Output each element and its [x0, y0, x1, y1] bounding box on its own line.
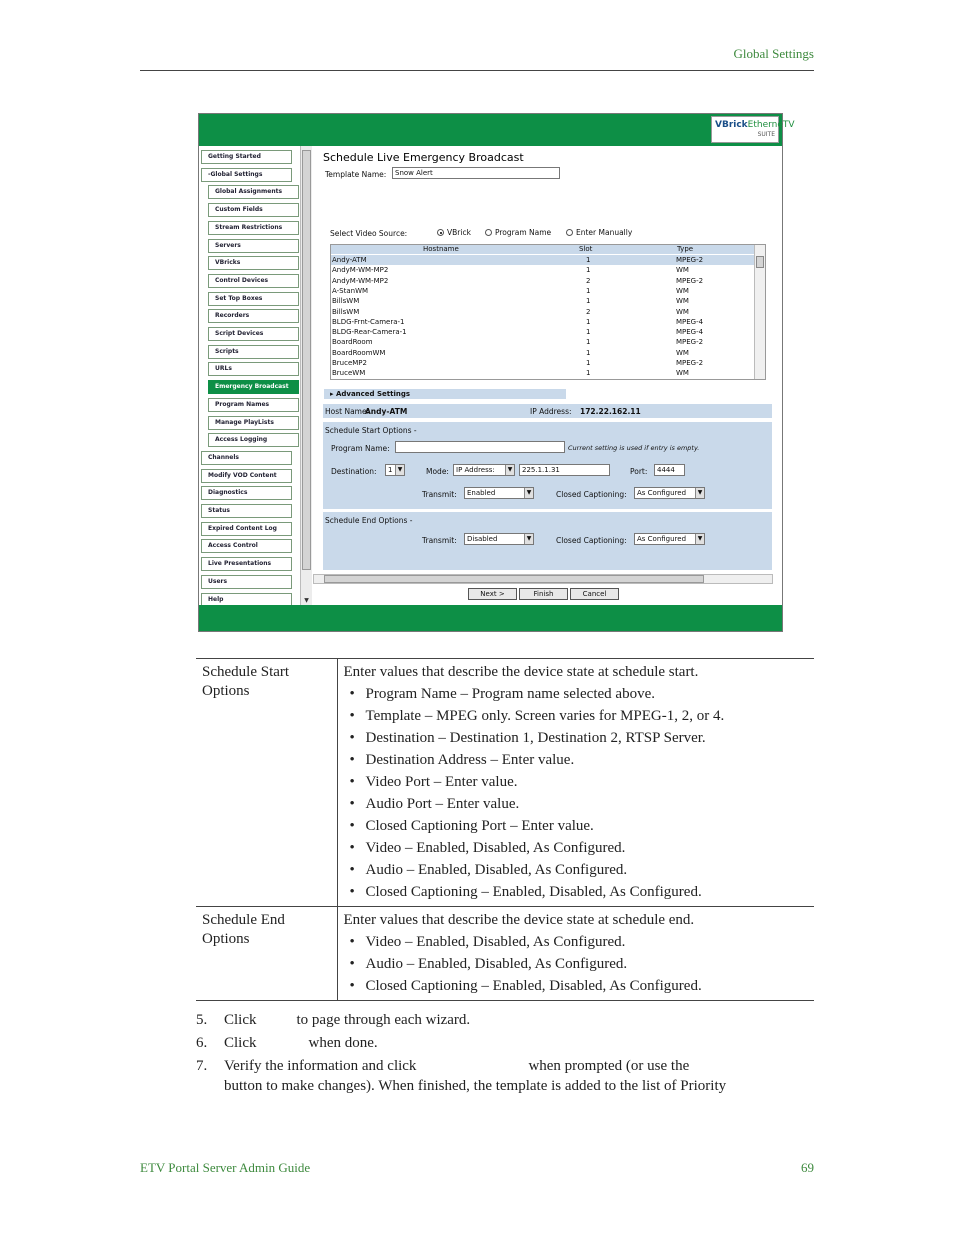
- list-item: • Audio Port – Enter value.: [348, 794, 809, 814]
- col-hostname[interactable]: Hostname: [423, 245, 459, 253]
- step-5: [196, 1010, 816, 1030]
- step-text: Verify the information and click: [224, 1058, 417, 1074]
- radio-unselected-icon[interactable]: [566, 229, 573, 236]
- end-cc-value: As Configured: [637, 535, 687, 543]
- mode-label: Mode:: [426, 467, 449, 476]
- sidebar-item-help[interactable]: Help: [201, 593, 292, 607]
- cell-slot: 1: [586, 348, 591, 357]
- table-row[interactable]: [331, 317, 755, 327]
- table-row[interactable]: [331, 276, 755, 286]
- destination-label: Destination:: [331, 467, 377, 476]
- cell-hostname: AndyM-WM-MP2: [332, 266, 389, 275]
- sidebar-item-channels[interactable]: Channels: [201, 451, 292, 465]
- end-transmit-label: Transmit:: [422, 536, 457, 545]
- dropdown-arrow-icon[interactable]: ▼: [395, 465, 404, 475]
- definition-intro: Enter values that describe the device state at schedule end.: [343, 912, 695, 928]
- definition-description: [337, 907, 814, 1001]
- definition-term: Schedule Start Options: [196, 659, 337, 907]
- cell-slot: 1: [586, 328, 591, 337]
- cell-slot: 2: [586, 276, 591, 285]
- step-text: Click: [224, 1012, 257, 1028]
- step-number: 6.: [196, 1035, 208, 1051]
- cell-hostname: Andy-ATM: [332, 256, 367, 264]
- definition-bullets: [344, 684, 809, 902]
- header-rule: [140, 70, 814, 71]
- dropdown-arrow-icon[interactable]: ▼: [524, 488, 533, 498]
- grid-scroll-thumb[interactable]: [756, 256, 764, 268]
- sidebar-item-global-assignments[interactable]: Global Assignments: [208, 185, 299, 199]
- ip-value-input[interactable]: 225.1.1.31: [519, 464, 610, 476]
- template-name-input[interactable]: Snow Alert: [392, 167, 560, 179]
- definition-description: [337, 659, 814, 907]
- sidebar-item-stream-restrictions[interactable]: Stream Restrictions: [208, 221, 299, 235]
- radio-enter-manually-label: Enter Manually: [576, 228, 633, 237]
- start-options-title: Schedule Start Options -: [325, 426, 417, 435]
- list-item: • Video – Enabled, Disabled, As Configured.: [348, 838, 809, 858]
- table-row[interactable]: [331, 358, 755, 368]
- sidebar-item-global-settings[interactable]: -Global Settings: [201, 168, 292, 182]
- ip-address-label: IP Address:: [530, 407, 572, 416]
- cell-slot: 1: [586, 256, 591, 264]
- program-name-hint: Current setting is used if entry is empty.: [568, 444, 700, 452]
- ip-address-value: 172.22.162.11: [580, 407, 641, 416]
- destination-select[interactable]: [385, 464, 405, 476]
- cell-type: MPEG-2: [676, 338, 704, 347]
- bottom-banner: [199, 605, 782, 631]
- cell-hostname: BillsWM: [332, 297, 360, 306]
- table-row[interactable]: [331, 255, 755, 265]
- list-item: • Destination – Destination 1, Destination 2, RTSP Server.: [348, 728, 809, 748]
- sidebar-item-urls[interactable]: URLs: [208, 362, 299, 376]
- logo-suite: SUITE: [757, 131, 775, 138]
- sidebar-item-diagnostics[interactable]: Diagnostics: [201, 486, 292, 500]
- sidebar-item-getting-started[interactable]: Getting Started: [201, 150, 292, 164]
- cell-type: WM: [676, 286, 689, 295]
- grid-header: [331, 245, 755, 254]
- dropdown-arrow-icon[interactable]: ▼: [524, 534, 533, 544]
- list-item: • Video – Enabled, Disabled, As Configured.: [348, 932, 809, 952]
- end-cc-select[interactable]: [634, 533, 705, 545]
- table-row[interactable]: [331, 327, 755, 337]
- cell-slot: 2: [586, 307, 591, 316]
- host-info-panel: [323, 404, 772, 418]
- cell-type: WM: [676, 307, 689, 316]
- cell-slot: 1: [586, 317, 591, 326]
- step-text: to page through each wizard.: [296, 1012, 471, 1028]
- start-transmit-value: Enabled: [467, 489, 496, 497]
- cell-hostname: AndyM-WM-MP2: [332, 276, 389, 285]
- scroll-down-arrow-icon[interactable]: ▼: [304, 597, 309, 604]
- cancel-button[interactable]: Cancel: [570, 588, 619, 600]
- table-row[interactable]: [331, 348, 755, 358]
- list-item: • Closed Captioning – Enabled, Disabled, As Configured.: [348, 882, 809, 902]
- list-item: • Audio – Enabled, Disabled, As Configured.: [348, 954, 809, 974]
- sidebar-scroll-thumb[interactable]: [302, 150, 311, 570]
- step-6: [196, 1033, 816, 1053]
- start-cc-value: As Configured: [637, 489, 687, 497]
- col-slot[interactable]: Slot: [579, 245, 593, 253]
- advanced-settings-label: Advanced Settings: [335, 390, 411, 398]
- step-text: when prompted (or use the: [528, 1058, 690, 1074]
- cell-type: MPEG-4: [676, 328, 704, 337]
- destination-value: 1: [388, 466, 393, 474]
- grid-scrollbar[interactable]: [754, 245, 765, 379]
- footer-page-number: 69: [801, 1160, 814, 1175]
- next-button[interactable]: Next >: [468, 588, 517, 600]
- footer-guide-title: ETV Portal Server Admin Guide: [140, 1160, 311, 1175]
- sidebar-item-script-devices[interactable]: Script Devices: [208, 327, 299, 341]
- video-source-label: Select Video Source:: [330, 229, 408, 238]
- sidebar-item-status[interactable]: Status: [201, 504, 292, 518]
- sidebar-item-access-control[interactable]: Access Control: [201, 539, 292, 553]
- sidebar-item-expired-content-log[interactable]: Expired Content Log: [201, 522, 292, 536]
- cell-hostname: BoardRoom: [332, 338, 373, 347]
- cell-type: MPEG-2: [676, 359, 704, 367]
- sidebar-item-vbricks[interactable]: VBricks: [208, 256, 299, 270]
- step-7: [196, 1056, 816, 1096]
- page-title: Schedule Live Emergency Broadcast: [323, 151, 524, 164]
- vbrick-grid: [330, 244, 766, 380]
- running-head: Global Settings: [733, 46, 814, 61]
- sidebar-item-program-names[interactable]: Program Names: [208, 398, 299, 412]
- sidebar-item-live-presentations[interactable]: Live Presentations: [201, 557, 292, 571]
- cell-slot: 1: [586, 359, 591, 367]
- port-input[interactable]: 4444: [654, 464, 685, 476]
- radio-selected-icon[interactable]: [437, 229, 444, 236]
- definition-row: [196, 907, 814, 1001]
- end-options-title: Schedule End Options -: [325, 516, 413, 525]
- cell-slot: 1: [586, 369, 591, 378]
- radio-unselected-icon[interactable]: [485, 229, 492, 236]
- finish-button[interactable]: Finish: [519, 588, 568, 600]
- sidebar-item-servers[interactable]: Servers: [208, 239, 299, 253]
- start-options-panel: [323, 422, 772, 509]
- logo-product: EtherneTV: [747, 120, 795, 130]
- sidebar-item-scripts[interactable]: Scripts: [208, 345, 299, 359]
- radio-vbrick[interactable]: [437, 228, 471, 237]
- step-number: 5.: [196, 1012, 208, 1028]
- sidebar-item-users[interactable]: Users: [201, 575, 292, 589]
- sidebar-item-emergency-broadcast[interactable]: Emergency Broadcast: [208, 380, 299, 394]
- end-transmit-value: Disabled: [467, 535, 498, 543]
- definition-term: Schedule End Options: [196, 907, 337, 1001]
- step-text: Click: [224, 1035, 257, 1051]
- cell-hostname: A-StanWM: [332, 286, 369, 295]
- main-content: [313, 146, 784, 607]
- program-name-input[interactable]: [395, 441, 565, 453]
- cell-type: WM: [676, 348, 689, 357]
- radio-program-name[interactable]: [485, 228, 551, 237]
- step-text: when done.: [308, 1035, 378, 1051]
- sidebar-item-control-devices[interactable]: Control Devices: [208, 274, 299, 288]
- list-item: • Template – MPEG only. Screen varies for MPEG-1, 2, or 4.: [348, 706, 809, 726]
- sidebar-item-modify-vod-content[interactable]: Modify VOD Content: [201, 469, 292, 483]
- sidebar-item-manage-playlists[interactable]: Manage PlayLists: [208, 416, 299, 430]
- table-row[interactable]: [331, 368, 755, 378]
- definition-row: [196, 659, 814, 907]
- host-name-value: Andy-ATM: [365, 407, 408, 416]
- cell-slot: 1: [586, 338, 591, 347]
- cell-hostname: BLDG-Frnt-Camera-1: [332, 317, 405, 326]
- list-item: • Audio – Enabled, Disabled, As Configured.: [348, 860, 809, 880]
- end-options-panel: [323, 512, 772, 570]
- definition-bullets: [344, 932, 809, 996]
- cell-type: MPEG-2: [676, 276, 704, 285]
- mode-select[interactable]: [453, 464, 515, 476]
- top-banner: [199, 114, 795, 146]
- step-number: 7.: [196, 1058, 208, 1074]
- start-cc-select[interactable]: [634, 487, 705, 499]
- step-text: button to make changes). When finished, the template is added to the list of Priority: [224, 1078, 727, 1094]
- template-name-label: Template Name:: [325, 170, 387, 179]
- sidebar-item-custom-fields[interactable]: Custom Fields: [208, 203, 299, 217]
- table-row[interactable]: [331, 307, 755, 317]
- horizontal-scroll-thumb[interactable]: [324, 575, 704, 583]
- end-transmit-select[interactable]: [464, 533, 534, 545]
- radio-program-name-label: Program Name: [495, 228, 552, 237]
- dropdown-arrow-icon[interactable]: ▼: [695, 534, 704, 544]
- cell-type: MPEG-4: [676, 317, 704, 326]
- vbrick-logo: [711, 116, 795, 143]
- list-item: • Video Port – Enter value.: [348, 772, 809, 792]
- advanced-settings-bar[interactable]: ▸ Advanced Settings: [324, 389, 566, 399]
- sidebar-scrollbar[interactable]: [300, 146, 312, 607]
- horizontal-scrollbar[interactable]: [313, 574, 773, 584]
- cell-hostname: BoardRoomWM: [332, 348, 386, 357]
- mode-value: IP Address:: [456, 466, 495, 474]
- cell-type: WM: [676, 297, 689, 306]
- cell-type: MPEG-2: [676, 256, 704, 264]
- start-transmit-select[interactable]: [464, 487, 534, 499]
- port-label: Port:: [630, 467, 648, 476]
- cell-hostname: BillsWM: [332, 307, 360, 316]
- cell-type: WM: [676, 369, 689, 378]
- screenshot-figure: [198, 113, 795, 632]
- radio-vbrick-label: VBrick: [447, 228, 471, 237]
- list-item: • Program Name – Program name selected above.: [348, 684, 809, 704]
- program-name-label: Program Name:: [331, 444, 390, 453]
- cell-hostname: BLDG-Rear-Camera-1: [332, 328, 407, 337]
- sidebar-item-recorders[interactable]: Recorders: [208, 309, 299, 323]
- list-item: • Destination Address – Enter value.: [348, 750, 809, 770]
- radio-enter-manually[interactable]: [566, 228, 632, 237]
- list-item: • Closed Captioning Port – Enter value.: [348, 816, 809, 836]
- options-definition-table: [196, 658, 814, 1001]
- transmit-label: Transmit:: [422, 490, 457, 499]
- cell-hostname: BruceMP2: [332, 359, 367, 367]
- list-item: • Closed Captioning – Enabled, Disabled, As Configured.: [348, 976, 809, 996]
- host-name-label: Host Name:: [325, 407, 370, 416]
- table-row[interactable]: [331, 296, 755, 306]
- table-row[interactable]: [331, 337, 755, 347]
- col-type[interactable]: Type: [677, 245, 694, 253]
- logo-brand: VBrick: [715, 120, 748, 130]
- cell-slot: 1: [586, 286, 591, 295]
- cell-type: WM: [676, 266, 689, 275]
- table-row[interactable]: [331, 265, 755, 275]
- navigation-sidebar: [199, 146, 313, 607]
- definition-intro: Enter values that describe the device state at schedule start.: [343, 664, 699, 680]
- cell-slot: 1: [586, 297, 591, 306]
- sidebar-item-set-top-boxes[interactable]: Set Top Boxes: [208, 292, 299, 306]
- dropdown-arrow-icon[interactable]: ▼: [505, 465, 514, 475]
- sidebar-item-access-logging[interactable]: Access Logging: [208, 433, 299, 447]
- cell-hostname: BruceWM: [332, 369, 366, 378]
- procedure-steps: [196, 1010, 816, 1099]
- cc-label: Closed Captioning:: [556, 490, 627, 499]
- end-cc-label: Closed Captioning:: [556, 536, 627, 545]
- cell-slot: 1: [586, 266, 591, 275]
- dropdown-arrow-icon[interactable]: ▼: [695, 488, 704, 498]
- table-row[interactable]: [331, 286, 755, 296]
